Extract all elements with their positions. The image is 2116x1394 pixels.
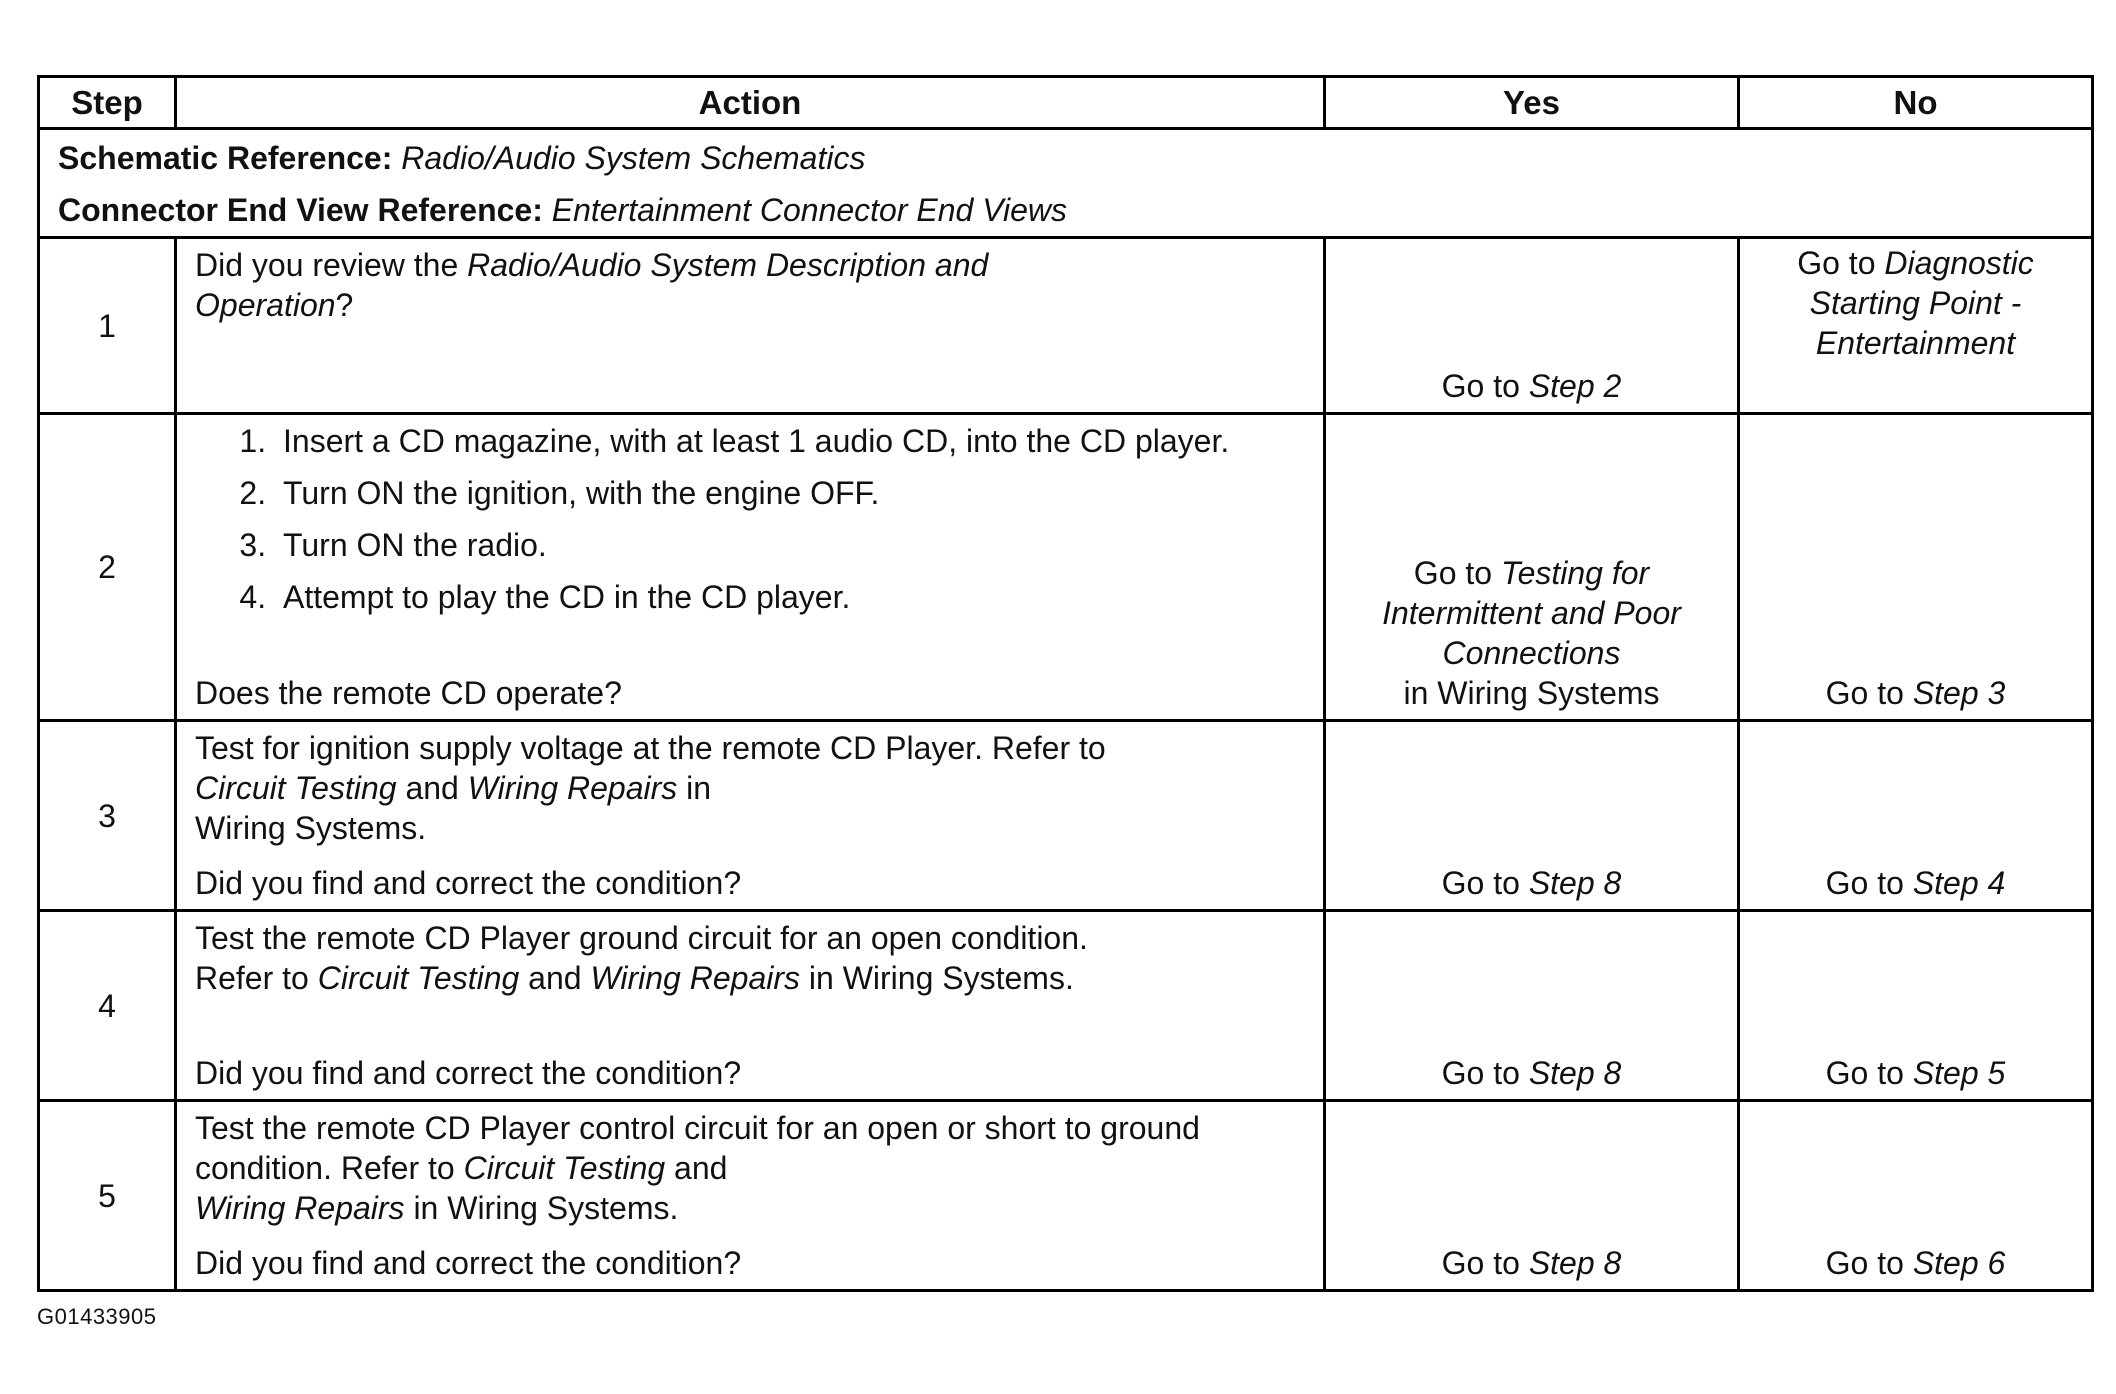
goto-prefix: Go to: [1825, 1245, 1913, 1281]
no-cell: [1739, 238, 2093, 414]
yes-cell: [1325, 1101, 1739, 1291]
table-row: [39, 721, 2093, 911]
list-item: 2. Turn ON the ignition, with the engine OFF.: [275, 473, 1305, 513]
action-text-block: [195, 918, 1305, 998]
question: Did you find and correct the condition?: [195, 1245, 742, 1281]
yes-goto: [1326, 1243, 1737, 1283]
goto-link[interactable]: Step 8: [1528, 865, 1622, 901]
no-goto: [1740, 673, 2091, 713]
wiring-repairs-link[interactable]: Wiring Repairs: [590, 960, 800, 996]
action-text: Test for ignition supply voltage at the remote CD Player. Refer to: [195, 730, 1106, 766]
substep-list: [195, 421, 1305, 617]
yes-goto: [1326, 863, 1737, 903]
diagnostic-table-container: [37, 75, 2091, 1281]
list-item: 1. Insert a CD magazine, with at least 1 audio CD, into the CD player.: [275, 421, 1305, 461]
yes-goto: [1326, 1053, 1737, 1093]
header-step: Step: [39, 77, 176, 129]
action-cell: [176, 721, 1325, 911]
conjunction: and: [405, 770, 459, 806]
goto-link[interactable]: Testing for Intermittent and Poor Connections: [1382, 555, 1681, 671]
goto-link[interactable]: Step 5: [1912, 1055, 2006, 1091]
goto-prefix: Go to: [1413, 555, 1501, 591]
goto-prefix: Go to: [1441, 1245, 1529, 1281]
goto-link[interactable]: Step 3: [1912, 675, 2006, 711]
conjunction: and: [528, 960, 582, 996]
yes-goto: [1326, 366, 1737, 406]
step-number: 1: [39, 238, 176, 414]
action-cell: [176, 911, 1325, 1101]
action-tail: Wiring Systems.: [195, 810, 427, 846]
table-row: [39, 1101, 2093, 1291]
action-cell: [176, 1101, 1325, 1291]
goto-link[interactable]: Step 8: [1528, 1055, 1622, 1091]
schematic-link[interactable]: Radio/Audio System Schematics: [401, 140, 866, 176]
goto-link[interactable]: Step 2: [1528, 368, 1622, 404]
action-link[interactable]: Radio/Audio System Description and Operation: [195, 247, 989, 323]
list-item: 3. Turn ON the radio.: [275, 525, 1305, 565]
header-action: Action: [176, 77, 1325, 129]
schematic-label: Schematic Reference:: [58, 140, 393, 176]
action-tail: in Wiring Systems.: [413, 1190, 679, 1226]
goto-link[interactable]: Step 4: [1912, 865, 2006, 901]
circuit-testing-link[interactable]: Circuit Testing: [317, 960, 520, 996]
schematic-reference: [58, 132, 2073, 184]
question: Does the remote CD operate?: [195, 675, 622, 711]
yes-cell: [1325, 721, 1739, 911]
no-goto: [1752, 243, 2079, 363]
yes-goto: [1326, 553, 1737, 713]
action-cell: [176, 238, 1325, 414]
goto-link[interactable]: Step 6: [1912, 1245, 2006, 1281]
table-row: [39, 911, 2093, 1101]
goto-prefix: Go to: [1441, 865, 1529, 901]
goto-prefix: Go to: [1441, 1055, 1529, 1091]
goto-prefix: Go to: [1825, 675, 1913, 711]
goto-prefix: Go to: [1825, 1055, 1913, 1091]
connector-label: Connector End View Reference:: [58, 192, 543, 228]
circuit-testing-link[interactable]: Circuit Testing: [195, 770, 397, 806]
goto-link[interactable]: Diagnostic Starting Point - Entertainment: [1809, 245, 2034, 361]
table-row: [39, 414, 2093, 721]
no-cell: [1739, 721, 2093, 911]
goto-suffix: in Wiring Systems: [1403, 675, 1660, 711]
no-goto: [1740, 1243, 2091, 1283]
table-row: [39, 238, 2093, 414]
step-number: 3: [39, 721, 176, 911]
question: Did you find and correct the condition?: [195, 865, 742, 901]
header-row: [39, 77, 2093, 129]
action-text-block: [195, 1108, 1205, 1228]
yes-cell: [1325, 414, 1739, 721]
connector-reference: [58, 184, 2073, 236]
reference-row: [39, 129, 2093, 238]
goto-prefix: Go to: [1441, 368, 1529, 404]
action-suffix: ?: [335, 287, 354, 323]
no-goto: [1740, 1053, 2091, 1093]
step-number: 2: [39, 414, 176, 721]
question: Did you find and correct the condition?: [195, 1055, 742, 1091]
wiring-repairs-link[interactable]: Wiring Repairs: [195, 1190, 405, 1226]
action-text: Test the remote CD Player control circuit for an open or short to ground condition. Refer to: [195, 1110, 1200, 1186]
step-number: 5: [39, 1101, 176, 1291]
conjunction: and: [674, 1150, 728, 1186]
refer-text: Refer to: [195, 960, 309, 996]
reference-cell: [39, 129, 2093, 238]
yes-cell: [1325, 911, 1739, 1101]
step-number: 4: [39, 911, 176, 1101]
no-cell: [1739, 1101, 2093, 1291]
diagnostic-table: [37, 75, 2094, 1292]
connector-link[interactable]: Entertainment Connector End Views: [551, 192, 1067, 228]
goto-link[interactable]: Step 8: [1528, 1245, 1622, 1281]
action-cell: [176, 414, 1325, 721]
preposition: in: [686, 770, 712, 806]
no-goto: [1740, 863, 2091, 903]
wiring-repairs-link[interactable]: Wiring Repairs: [467, 770, 678, 806]
yes-cell: [1325, 238, 1739, 414]
circuit-testing-link[interactable]: Circuit Testing: [463, 1150, 666, 1186]
goto-prefix: Go to: [1797, 245, 1885, 281]
goto-prefix: Go to: [1825, 865, 1913, 901]
no-cell: [1739, 911, 2093, 1101]
action-text: Did you review the: [195, 247, 468, 283]
list-item: 4. Attempt to play the CD in the CD player.: [275, 577, 1305, 617]
no-cell: [1739, 414, 2093, 721]
header-yes: Yes: [1325, 77, 1739, 129]
action-tail: in Wiring Systems.: [808, 960, 1074, 996]
header-no: No: [1739, 77, 2093, 129]
figure-id: G01433905: [37, 1304, 157, 1329]
action-text-block: [195, 728, 1305, 848]
action-text: Test the remote CD Player ground circuit for an open condition.: [195, 920, 1088, 956]
